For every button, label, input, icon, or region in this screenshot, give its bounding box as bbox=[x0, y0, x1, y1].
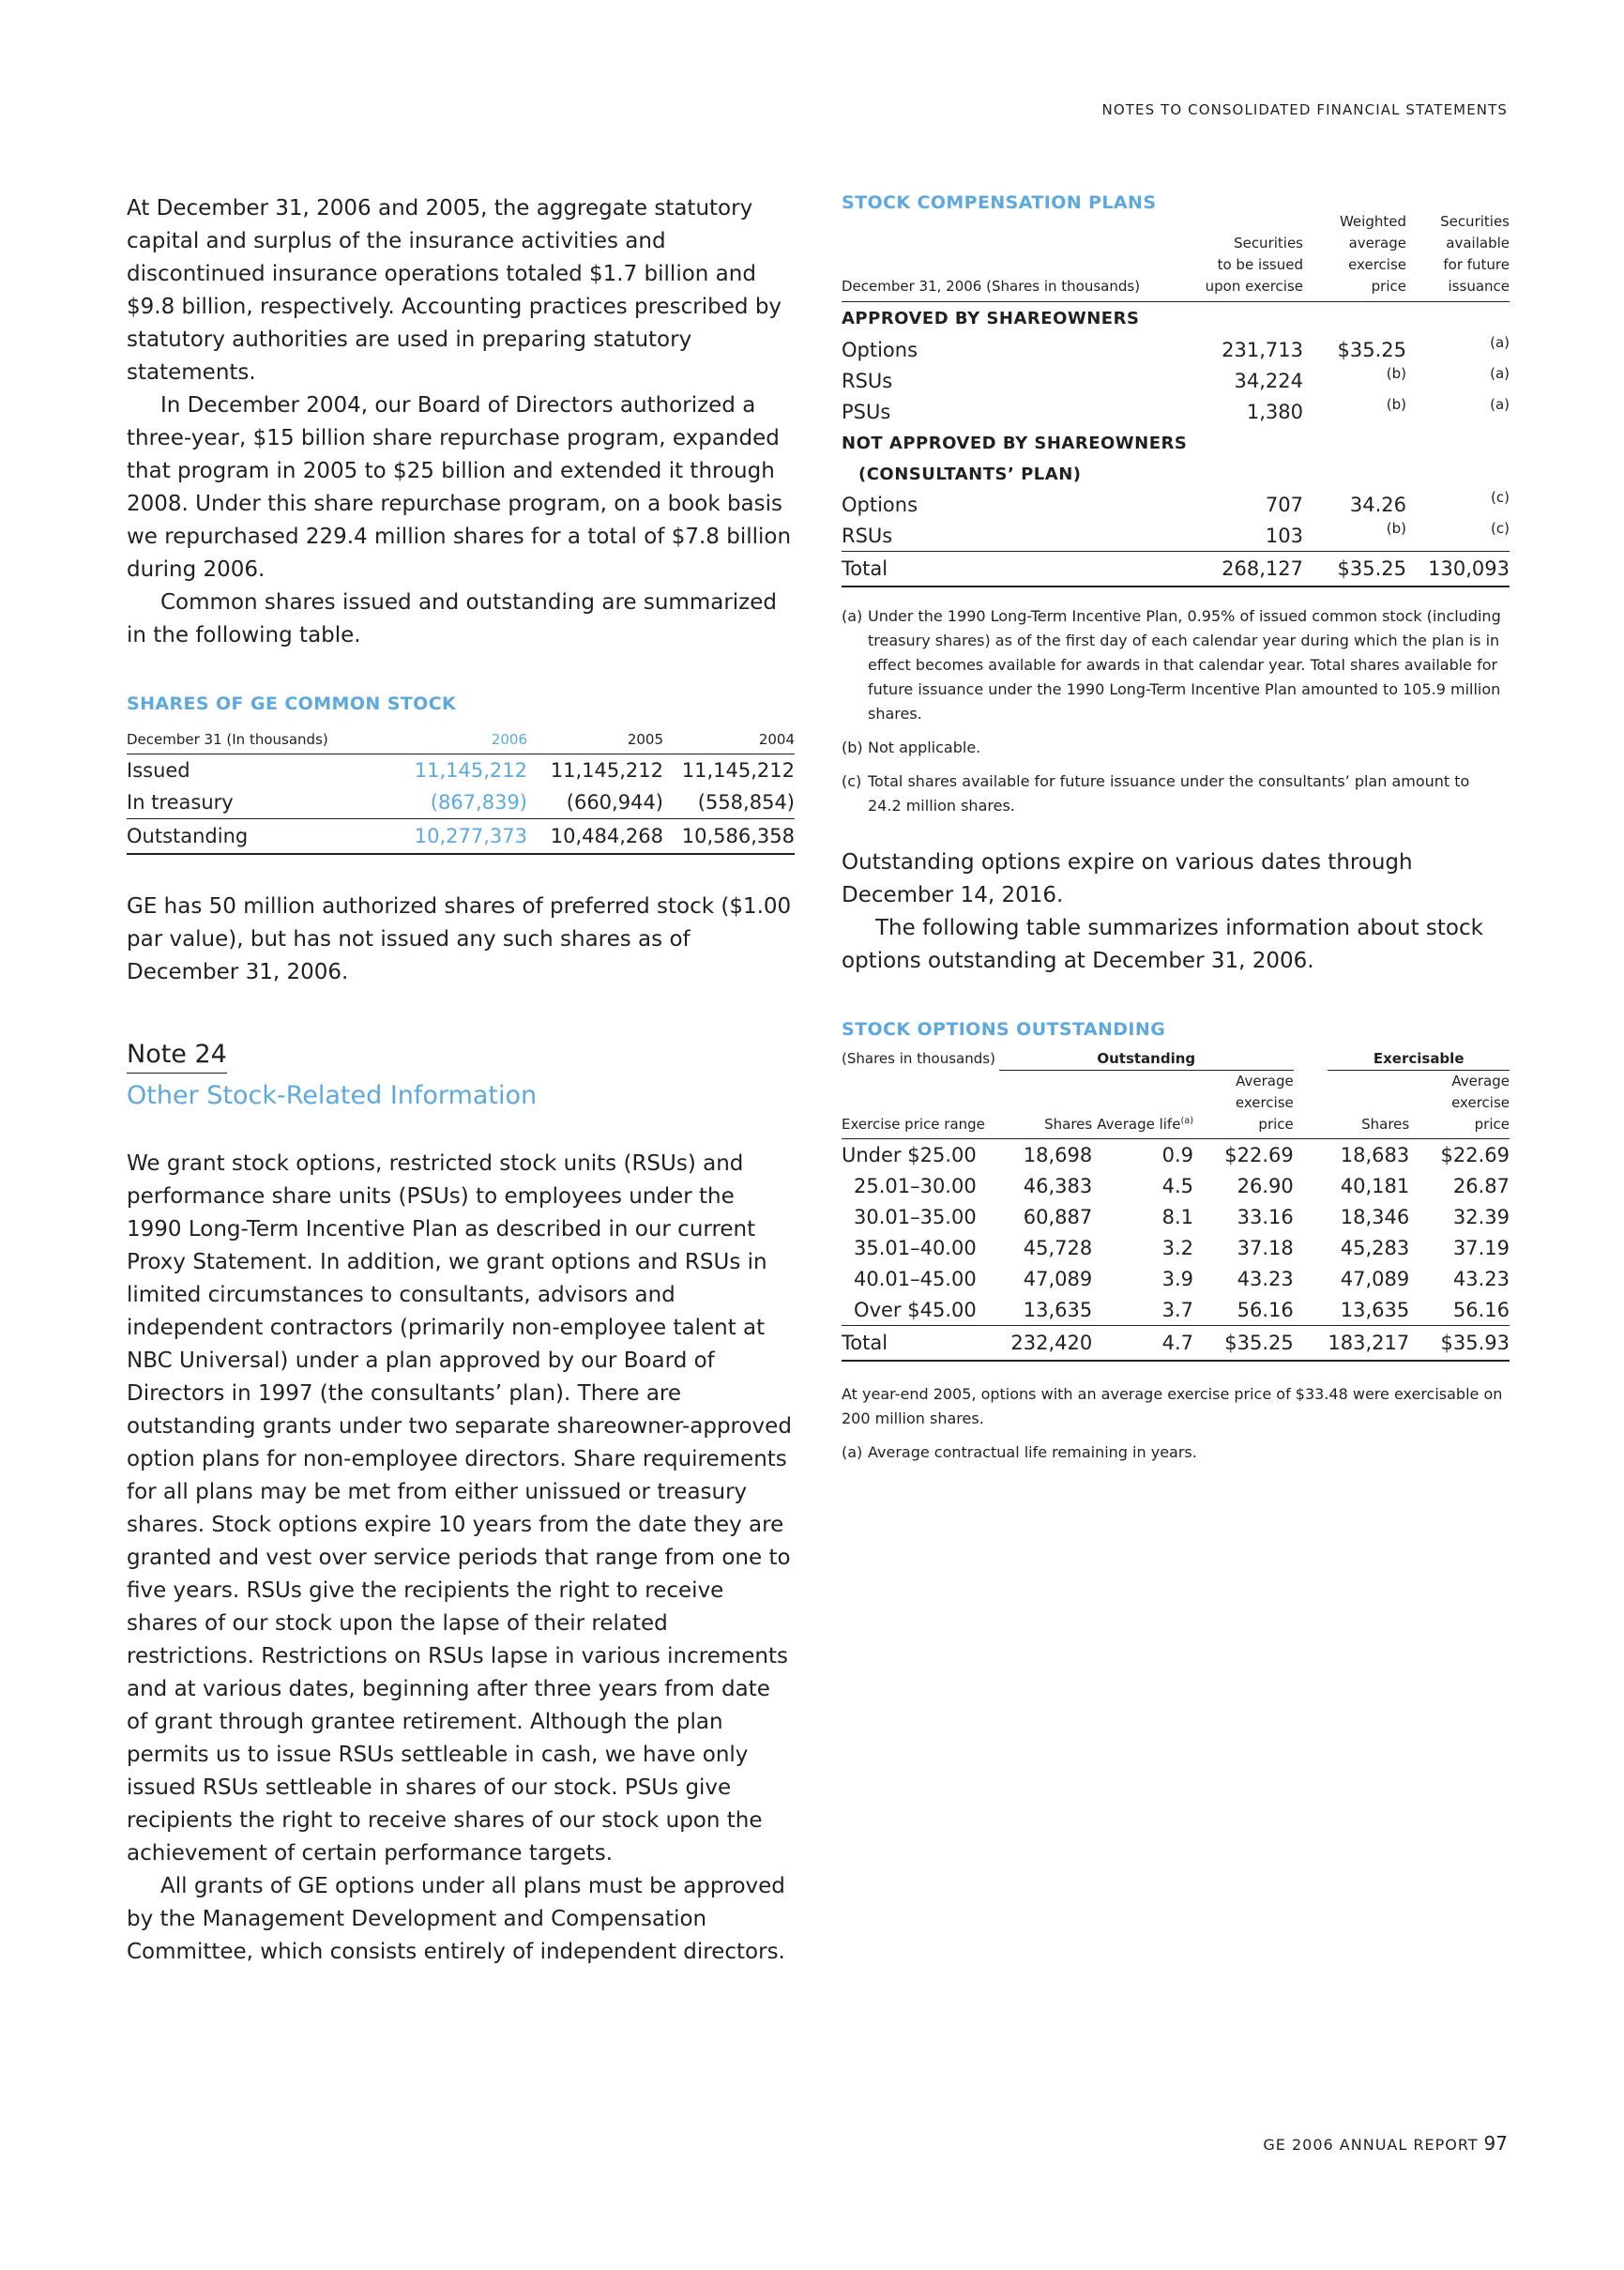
note-heading bbox=[127, 1040, 793, 1110]
table-row: RSUs 34,224 (b) (a) bbox=[842, 365, 1510, 392]
footer-report-name: GE 2006 ANNUAL REPORT bbox=[1263, 2136, 1479, 2154]
comp-table-section bbox=[842, 192, 1508, 587]
table-row-total: Total 268,127 $35.25 130,093 bbox=[842, 552, 1510, 587]
shares-table-header bbox=[127, 725, 795, 754]
footnote-average-life: (a) Average contractual life remaining in years. bbox=[842, 1443, 1197, 1461]
footnote-b: (b) Not applicable. bbox=[842, 739, 981, 756]
table-row: In treasury (867,839) (660,944) (558,854) bbox=[127, 786, 795, 819]
table-row: Over $45.00 13,635 3.7 56.16 13,635 56.16 bbox=[842, 1294, 1510, 1326]
comp-table-header bbox=[842, 211, 1510, 302]
comp-col-securities-to-issue: Securities to be issued upon exercise bbox=[1205, 235, 1303, 295]
table-row: Options 707 34.26 (c) bbox=[842, 489, 1510, 516]
note-label: Note 24 bbox=[127, 1040, 227, 1074]
options-group-header: (Shares in thousands) Outstanding Exercisable bbox=[842, 1047, 1510, 1071]
running-header: NOTES TO CONSOLIDATED FINANCIAL STATEMENTS bbox=[1101, 101, 1508, 118]
table-row: 35.01–40.00 45,728 3.2 37.18 45,283 37.19 bbox=[853, 1236, 1510, 1259]
paragraph-preferred-stock: GE has 50 million authorized shares of preferred stock ($1.00 par value), but has not issued any such shares as of December 31, 2006. bbox=[127, 894, 792, 984]
comp-table bbox=[842, 211, 1510, 587]
paragraph-statutory-capital: At December 31, 2006 and 2005, the aggregate statutory capital and surplus of the insurance activities and discontinued insurance operations totaled $1.7 billion and $9.8 billion, respectively. Accounting practices prescribed by statutory authorities are used in preparing statutory statements. bbox=[127, 196, 782, 385]
left-column bbox=[127, 192, 793, 1969]
footnote-a: (a) Under the 1990 Long-Term Incentive Plan, 0.95% of issued common stock (including treasury shares) as of the first day of each calendar year during which the plan is in effect becomes available for awards in that calendar year. Total shares available for future issuance under the 1990 Long-Term Incentive Plan amounted to 105.9 million shares. bbox=[842, 607, 1501, 723]
options-table-title: STOCK OPTIONS OUTSTANDING bbox=[842, 1019, 1166, 1040]
table-row-total: Outstanding 10,277,373 10,484,268 10,586,358 bbox=[127, 819, 795, 855]
year-2004: 2004 bbox=[758, 731, 795, 748]
group-outstanding: Outstanding bbox=[999, 1047, 1294, 1071]
shares-table-title: SHARES OF GE COMMON STOCK bbox=[127, 693, 457, 714]
year-2006: 2006 bbox=[491, 731, 527, 748]
table-row-total: Total 232,420 4.7 $35.25 183,217 $35.93 bbox=[842, 1326, 1510, 1362]
shares-table-section bbox=[127, 693, 793, 855]
note-year-end-2005: At year-end 2005, options with an average exercise price of $33.48 were exercisable on 200 million shares. bbox=[842, 1385, 1503, 1427]
shares-table bbox=[127, 725, 795, 855]
options-table bbox=[842, 1047, 1510, 1362]
paragraph-options-expire: Outstanding options expire on various dates through December 14, 2016. bbox=[842, 850, 1413, 907]
comp-group-approved: APPROVED BY SHAREOWNERS bbox=[842, 308, 1140, 328]
group-exercisable: Exercisable bbox=[1328, 1047, 1510, 1071]
options-table-header: Exercise price range Shares Average life$^{(a)}$ Average exercise price Shares Average exercise price bbox=[842, 1071, 1510, 1139]
comp-col-weighted-price: Weighted average exercise price bbox=[1339, 213, 1406, 295]
comp-group-not-approved-sub: (CONSULTANTS’ PLAN) bbox=[858, 464, 1082, 484]
table-row: Issued 11,145,212 11,145,212 11,145,212 bbox=[127, 759, 795, 782]
paragraph-approval: All grants of GE options under all plans must be approved by the Management Development and Compensation Committee, which consists entirely of independent directors. bbox=[127, 1874, 785, 1964]
note-title: Other Stock-Related Information bbox=[127, 1081, 538, 1110]
table-row: Options 231,713 $35.25 (a) bbox=[842, 334, 1510, 361]
page-number: 97 bbox=[1483, 2132, 1508, 2155]
comp-table-title: STOCK COMPENSATION PLANS bbox=[842, 192, 1157, 213]
page-footer bbox=[1263, 2132, 1508, 2155]
paragraph-common-shares: Common shares issued and outstanding are summarized in the following table. bbox=[127, 590, 777, 647]
comp-footnotes bbox=[842, 604, 1508, 818]
right-column bbox=[842, 192, 1508, 1465]
comp-table-caption: December 31, 2006 (Shares in thousands) bbox=[842, 278, 1141, 295]
table-row: 25.01–30.00 46,383 4.5 26.90 40,181 26.87 bbox=[853, 1174, 1510, 1197]
comp-col-available: Securities available for future issuance bbox=[1440, 213, 1510, 295]
table-row: 40.01–45.00 47,089 3.9 43.23 47,089 43.23 bbox=[853, 1267, 1510, 1290]
comp-group-not-approved: NOT APPROVED BY SHAREOWNERS bbox=[842, 433, 1188, 453]
table-row: RSUs 103 (b) (c) bbox=[842, 520, 1510, 552]
paragraph-share-repurchase: In December 2004, our Board of Directors authorized a three-year, $15 billion share repurchase program, expanded that program in 2005 to $25 billion and extended it through 2008. Under this share repurchase program, on a book basis we repurchased 229.4 million shares for a total of $7.8 billion during 2006. bbox=[127, 393, 792, 582]
table-row: Under $25.00 18,698 0.9 $22.69 18,683 $22.69 bbox=[842, 1143, 1510, 1166]
table-row: 30.01–35.00 60,887 8.1 33.16 18,346 32.39 bbox=[853, 1205, 1510, 1228]
footnote-c: (c) Total shares available for future issuance under the consultants’ plan amount to 24.2 million shares. bbox=[842, 772, 1470, 815]
options-table-section bbox=[842, 1019, 1508, 1362]
shares-table-caption: December 31 (In thousands) bbox=[127, 731, 328, 748]
paragraph-stock-grants: We grant stock options, restricted stock units (RSUs) and performance share units (PSUs) to employees under the 1990 Long-Term Incentive Plan as described in our current Proxy Statement. In addition, we grant options and RSUs in limited circumstances to consultants, advisors and independent contractors (primarily non-employee talent at NBC Universal) under a plan approved by our Board of Directors in 1997 (the consultants’ plan). There are outstanding grants under two separate shareowner-approved option plans for non-employee directors. Share requirements for all plans may be met from either unissued or treasury shares. Stock options expire 10 years from the date they are granted and vest over service periods that range from one to five years. RSUs give the recipients the right to receive shares of our stock upon the lapse of their related restrictions. Restrictions on RSUs lapse in various increments and at various dates, beginning after three years from date of grant through grantee retirement. Although the plan permits us to issue RSUs settleable in cash, we have only issued RSUs settleable in shares of our stock. PSUs give recipients the right to receive shares of our stock upon the achievement of certain performance targets. bbox=[127, 1151, 792, 1866]
table-row: PSUs 1,380 (b) (a) bbox=[842, 396, 1510, 423]
year-2005: 2005 bbox=[627, 731, 663, 748]
paragraph-table-intro: The following table summarizes information about stock options outstanding at December 31, 2006. bbox=[842, 916, 1483, 973]
